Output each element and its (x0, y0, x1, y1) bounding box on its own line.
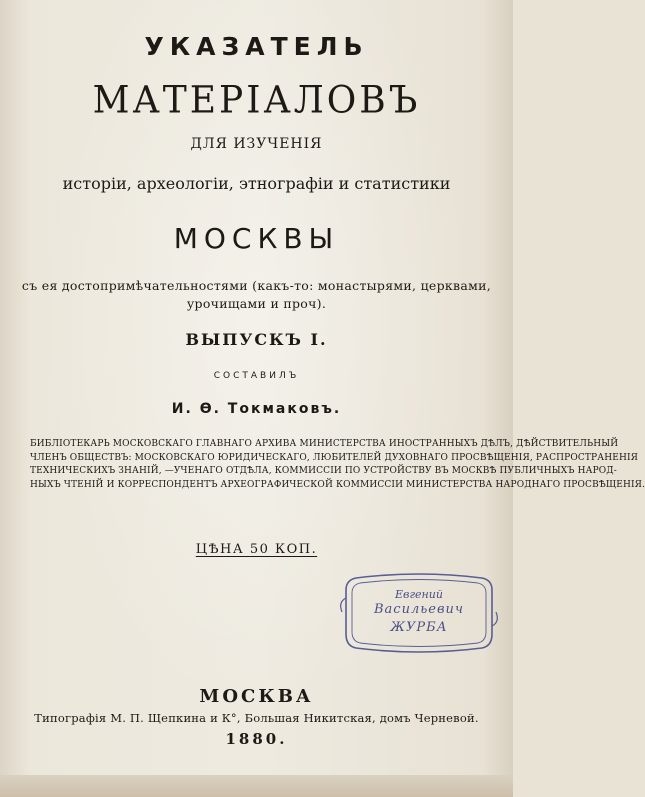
imprint-year: 1880. (225, 730, 288, 748)
issue-number: ВЫПУСКЪ I. (185, 330, 328, 349)
title-line-3: ДЛЯ ИЗУЧЕНІЯ (190, 136, 323, 152)
description-line: НЫХЪ ЧТЕНІЙ И КОРРЕСПОНДЕНТЪ АРХЕОГРАФИЧЕСКОЙ КОММИССІИ МИНИСТЕРСТВА НАРОДНАГО ПРОСВѢЩЕНІЯ. (30, 479, 645, 490)
title-line-1: УКАЗАТЕЛЬ (144, 32, 369, 61)
stamp-line-1: Евгений (395, 588, 443, 601)
title-city: МОСКВЫ (173, 222, 340, 255)
stamp-line-2: Васильевич (373, 602, 465, 617)
page-edge (0, 775, 513, 797)
title-line-4: исторіи, археологіи, этнографіи и статистики (62, 174, 451, 193)
ownership-stamp (340, 572, 498, 654)
author-label: СОСТАВИЛЪ (213, 371, 300, 381)
description-line: ЧЛЕНЪ ОБЩЕСТВЪ: МОСКОВСКАГО ЮРИДИЧЕСКАГО, ЛЮБИТЕЛЕЙ ДУХОВНАГО ПРОСВѢЩЕНІЯ, РАСПРОСТРАНЕНІЯ (30, 452, 639, 463)
author-name: И. Ө. Токмаковъ. (171, 401, 342, 417)
description-line: БИБЛІОТЕКАРЬ МОСКОВСКАГО ГЛАВНАГО АРХИВА МИНИСТЕРСТВА ИНОСТРАННЫХЪ ДѢЛЪ, ДѢЙСТВИТЕЛЬНЫЙ (30, 439, 619, 449)
stamp-line-3: ЖУРБА (390, 620, 448, 635)
author-description (30, 438, 645, 492)
title-line-2: МАТЕРІАЛОВЪ (92, 78, 421, 123)
subtitle-line-2: урочищами и проч). (186, 296, 327, 311)
imprint-city: МОСКВА (199, 686, 314, 707)
price: ЦѢНА 50 КОП. (195, 542, 318, 557)
subtitle-line-1: съ ея достопримѣчательностями (какъ-то: монастырями, церквами, (21, 278, 492, 293)
imprint-printer: Типографія М. П. Щепкина и К°, Большая Никитская, домъ Черневой. (34, 711, 479, 725)
description-line: ТЕХНИЧЕСКИХЪ ЗНАНІЙ, —УЧЕНАГО ОТДѢЛА, КОММИССІИ ПО УСТРОЙСТВУ ВЪ МОСКВѢ ПУБЛИЧНЫХЪ НАРОД- (30, 466, 617, 477)
